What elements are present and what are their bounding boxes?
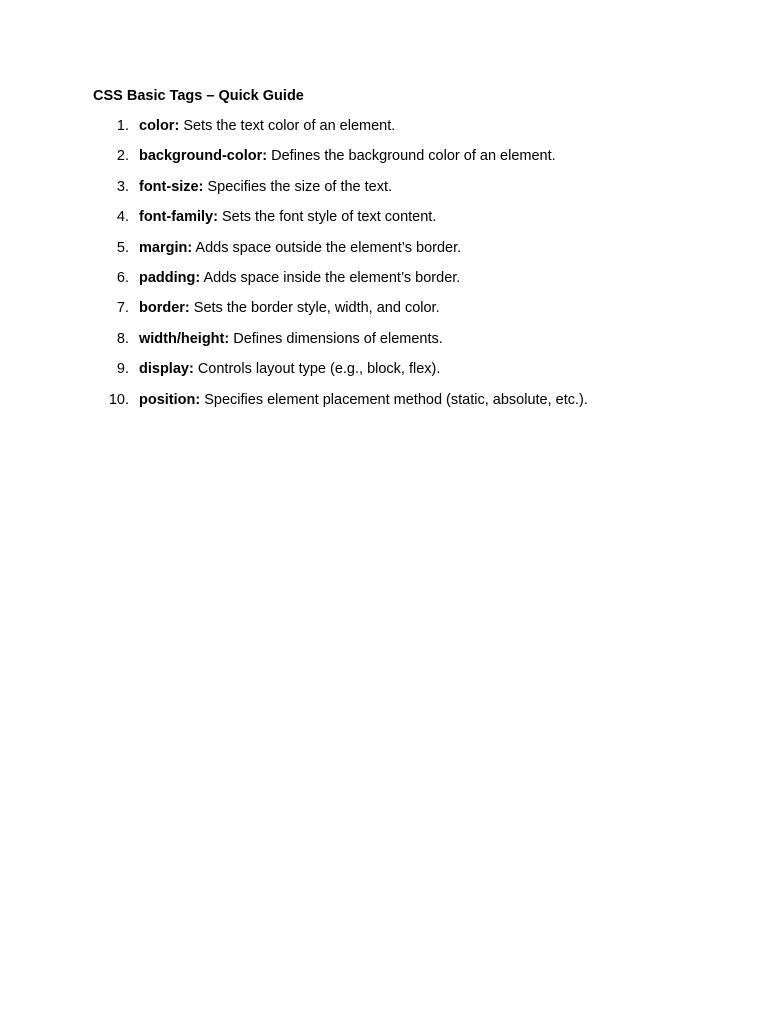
- list-item-body: [139, 359, 440, 379]
- property-name: width/height:: [139, 330, 230, 347]
- property-description: Adds space inside the element’s border.: [203, 269, 461, 286]
- list-item-number: 8.: [116, 330, 129, 347]
- list-item-body: [139, 298, 440, 318]
- property-name: font-size:: [139, 178, 204, 195]
- document-title: CSS Basic Tags – Quick Guide: [93, 88, 304, 104]
- list-item-body: [139, 390, 588, 410]
- list-item-body: [139, 207, 436, 227]
- property-description: Specifies the size of the text.: [207, 178, 393, 195]
- property-description: Adds space outside the element’s border.: [195, 239, 462, 256]
- property-description: Defines the background color of an element.: [271, 148, 556, 165]
- list-item-number: 1.: [116, 118, 129, 134]
- property-description: Specifies element placement method (static, absolute, etc.).: [204, 391, 588, 408]
- list-item-body: [139, 146, 556, 166]
- property-name: padding:: [139, 269, 201, 286]
- property-name: display:: [139, 361, 194, 378]
- list-item-number: 5.: [116, 239, 129, 256]
- list-item-number: 10.: [108, 391, 129, 408]
- property-name: border:: [139, 300, 190, 317]
- list-item-number: 2.: [116, 148, 129, 165]
- list-item-number: 6.: [116, 269, 129, 286]
- property-description: Sets the font style of text content.: [221, 209, 437, 226]
- property-description: Sets the text color of an element.: [183, 118, 396, 134]
- property-description: Sets the border style, width, and color.: [193, 300, 440, 317]
- list-item-number: 9.: [116, 361, 129, 378]
- list-item-body: [139, 329, 443, 349]
- property-name: font-family:: [139, 209, 218, 226]
- property-name: position:: [139, 391, 201, 408]
- list-item-number: 7.: [116, 300, 129, 317]
- property-description: Controls layout type (e.g., block, flex).: [197, 361, 441, 378]
- property-name: background-color:: [139, 148, 268, 165]
- list-item-body: [139, 177, 392, 197]
- property-name: color:: [139, 118, 180, 134]
- list-item-number: 4.: [116, 209, 129, 226]
- list-item-body: [139, 116, 395, 136]
- property-description: Defines dimensions of elements.: [233, 330, 443, 347]
- list-item-body: [139, 238, 461, 258]
- list-item-body: [139, 268, 460, 288]
- property-name: margin:: [139, 239, 193, 256]
- list-item-number: 3.: [116, 178, 129, 195]
